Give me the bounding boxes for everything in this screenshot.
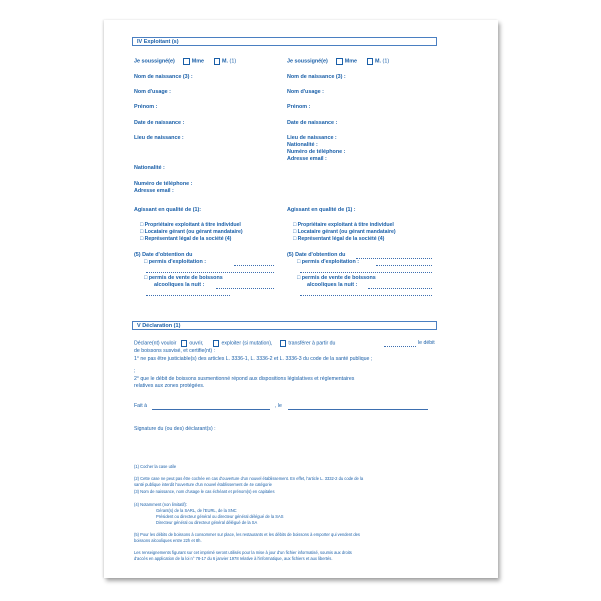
left-prenom: Prénom : xyxy=(134,104,158,110)
right-telephone: Numéro de téléphone : xyxy=(287,149,346,155)
declaration-semicolon: ; xyxy=(134,368,136,374)
right-option-proprietaire[interactable]: □ Propriétaire exploitant à titre individuel xyxy=(293,222,394,228)
left-option-representant[interactable]: □ Représentant légal de la société (4) xyxy=(140,236,232,242)
declaration-line-4: 2° que le débit de boissons susmentionné répond aux dispositions législatives et réglementaires xyxy=(134,376,355,382)
transferer-checkbox[interactable] xyxy=(280,340,287,347)
left-permis-vente-line[interactable] xyxy=(216,288,274,289)
left-date-naissance: Date de naissance : xyxy=(134,120,185,126)
right-email: Adresse email : xyxy=(287,156,327,162)
right-option-locataire[interactable]: □ Locataire gérant (ou gérant mandataire) xyxy=(293,229,396,235)
left-permis-vente-2: alcooliques la nuit : xyxy=(154,282,205,288)
exploiter-checkbox[interactable] xyxy=(213,340,220,347)
footnote-2a: (2) Cette case ne peut pas être cochée en cas d'ouverture d'un nouvel établissement. En effet, l'article L. 3332-2 du code de la xyxy=(134,476,364,481)
fait-a-label: Fait à xyxy=(134,403,147,409)
right-permis-vente-line[interactable] xyxy=(368,288,432,289)
footnote-4: (4) Notamment (non limitatif): xyxy=(134,502,188,507)
section-iv-title: IV Exploitant (s) xyxy=(137,39,179,45)
right-lieu-naissance: Lieu de naissance : xyxy=(287,135,337,141)
footnote-1: (1) Cocher la case utile xyxy=(134,464,177,469)
signature-label: Signature du (ou des) déclarant(s) : xyxy=(134,426,216,432)
declaration-line-5: relatives aux zones protégées. xyxy=(134,383,205,389)
left-option-proprietaire[interactable]: □ Propriétaire exploitant à titre individuel xyxy=(140,222,241,228)
footnote-4b: Président ou directeur général ou directeur général délégué de la SAS xyxy=(156,514,284,519)
footnote-3: (3) Nom de naissance, nom d'usage le cas échéant et prénom(s) en capitales xyxy=(134,489,275,494)
fait-a-field[interactable] xyxy=(152,409,270,410)
le-label: , le xyxy=(275,403,282,409)
ouvrir-checkbox[interactable] xyxy=(181,340,188,347)
left-permis-vente-1[interactable]: □ permis de vente de boissons xyxy=(144,275,223,281)
left-email: Adresse email : xyxy=(134,188,174,194)
right-nom-naissance: Nom de naissance (3) : xyxy=(287,74,346,80)
footnote-6a: Les renseignements figurant sur cet imprimé seront utilisés pour la mise à jour d'un fichier informatisé, soumis aux droits xyxy=(134,550,352,555)
left-permis-vente-line2[interactable] xyxy=(146,295,230,296)
right-date-naissance: Date de naissance : xyxy=(287,120,338,126)
footnote-4c: Directeur général ou directeur général délégué de la SA xyxy=(156,520,258,525)
date-field[interactable] xyxy=(288,409,428,410)
left-telephone: Numéro de téléphone : xyxy=(134,181,193,187)
section-v-header xyxy=(132,321,437,330)
right-date-obtention: (5) Date d'obtention du xyxy=(287,252,346,258)
left-permis-exploitation-line[interactable] xyxy=(234,265,274,266)
transfer-date-line[interactable] xyxy=(384,346,416,347)
left-lieu-naissance: Lieu de naissance : xyxy=(134,135,184,141)
section-iv-header xyxy=(132,37,437,46)
left-permis-exploitation[interactable]: □ permis d'exploitation : xyxy=(144,259,207,265)
left-soussigne: Je soussigné(e) Mme M. (1) xyxy=(134,58,237,65)
left-date-obtention: (5) Date d'obtention du xyxy=(134,252,193,258)
footnote-5b: boissons alcooliques entre 22h et 8h. xyxy=(134,538,202,543)
right-mme-checkbox[interactable] xyxy=(336,58,343,65)
declaration-line-2: de boissons susvisé, et certifie(nt) : xyxy=(134,348,216,354)
right-date-obtention-line[interactable] xyxy=(356,258,432,259)
section-v-title: V Déclaration (1) xyxy=(137,323,181,329)
debit-label: le débit xyxy=(418,340,435,346)
right-nationalite: Nationalité : xyxy=(287,142,318,148)
footnote-6b: d'accès en application de la loi n° 78-17 du 6 janvier 1978 relative à l'informatique, aux fichiers et aux libertés. xyxy=(134,556,333,561)
declaration-line-1: Déclare(nt) vouloir ouvrir, exploiter (si mutation), transférer à partir du xyxy=(134,340,336,347)
left-m-checkbox[interactable] xyxy=(214,58,221,65)
left-nom-usage: Nom d'usage : xyxy=(134,89,171,95)
form-page xyxy=(104,20,498,578)
left-permis-exploitation-line2[interactable] xyxy=(146,272,274,273)
left-nationalite: Nationalité : xyxy=(134,165,165,171)
declaration-line-3: 1° ne pas être justiciable(s) des articles L. 3336-1, L. 3336-2 et L. 3336-3 du code de la santé publique ; xyxy=(134,356,373,362)
left-agissant: Agissant en qualité de (1): xyxy=(134,207,202,213)
footnote-2b: santé publique interdit l'ouverture d'un nouvel établissement de 4e catégorie xyxy=(134,482,272,487)
right-permis-exploitation-line[interactable] xyxy=(376,265,432,266)
footnote-5a: (5) Pour les débits de boissons à consommer sur place, les restaurants et les débits de boissons à emporter qui vendent des xyxy=(134,532,360,537)
right-option-representant[interactable]: □ Représentant légal de la société (4) xyxy=(293,236,385,242)
right-agissant: Agissant en qualité de (1) : xyxy=(287,207,356,213)
left-option-locataire[interactable]: □ Locataire gérant (ou gérant mandataire) xyxy=(140,229,243,235)
right-prenom: Prénom : xyxy=(287,104,311,110)
right-permis-vente-1[interactable]: □ permis de vente de boissons xyxy=(297,275,376,281)
right-permis-exploitation[interactable]: □ permis d'exploitation : xyxy=(297,259,360,265)
footnote-4a: Gérant(s) de la SARL, de l'EURL, de la SNC xyxy=(156,508,237,513)
right-permis-vente-line2[interactable] xyxy=(300,295,432,296)
right-nom-usage: Nom d'usage : xyxy=(287,89,324,95)
right-m-checkbox[interactable] xyxy=(367,58,374,65)
right-permis-exploitation-line2[interactable] xyxy=(300,272,432,273)
left-mme-checkbox[interactable] xyxy=(183,58,190,65)
right-soussigne: Je soussigné(e) Mme M. (1) xyxy=(287,58,390,65)
right-permis-vente-2: alcooliques la nuit : xyxy=(307,282,358,288)
left-nom-naissance: Nom de naissance (3) : xyxy=(134,74,193,80)
